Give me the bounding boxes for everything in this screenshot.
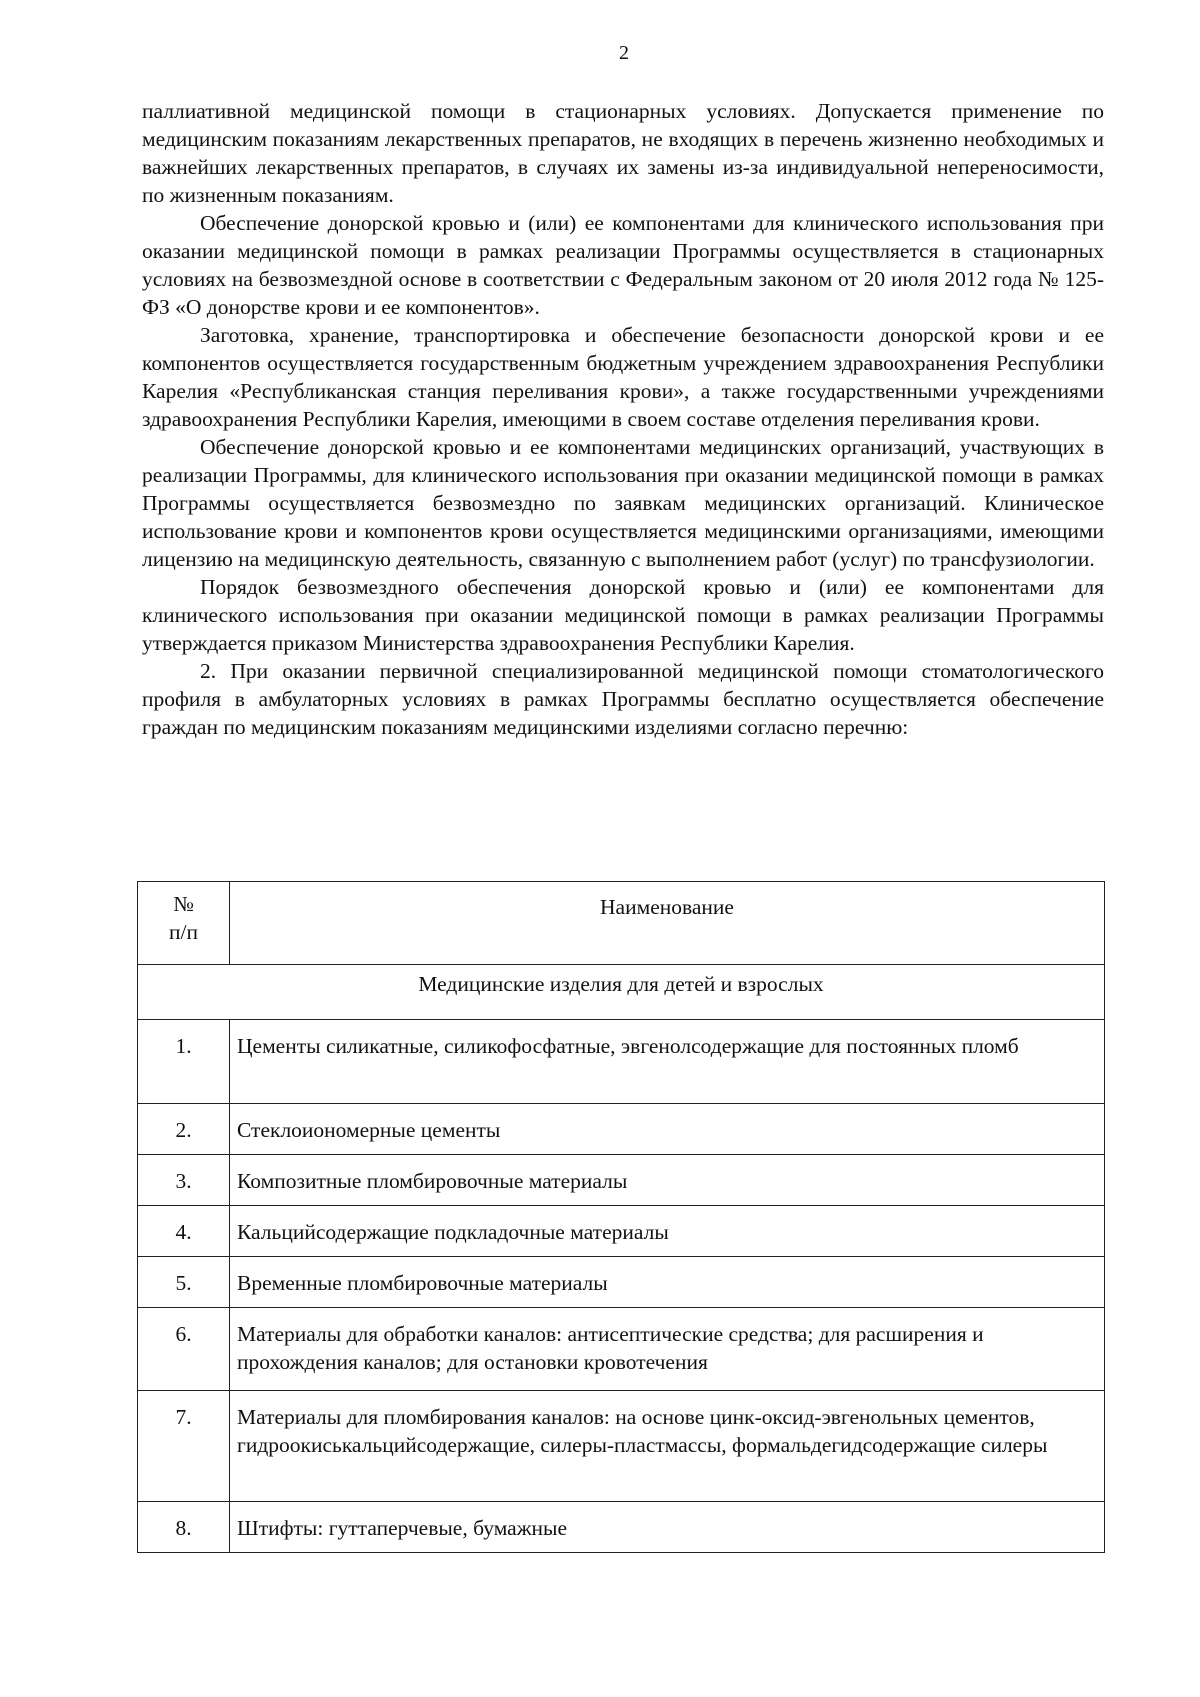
medical-devices-table <box>137 881 1105 1553</box>
paragraph-procedure: Порядок безвозмездного обеспечения донорской кровью и (или) ее компонентами для клинического использования при оказании медицинской помощи в рамках реализации Программы утверждается приказом Министерства здравоохранения Республики Карелия. <box>142 575 1104 655</box>
table-row <box>138 1155 1105 1206</box>
row-name: Материалы для обработки каналов: антисептические средства; для расширения и прохождения каналов; для остановки кровотечения <box>230 1308 1105 1391</box>
table-row <box>138 1020 1105 1104</box>
row-name: Временные пломбировочные материалы <box>230 1257 1105 1308</box>
row-name: Стеклоиономерные цементы <box>230 1104 1105 1155</box>
table-row <box>138 1502 1105 1553</box>
row-number: 5. <box>138 1257 230 1308</box>
table-row <box>138 1104 1105 1155</box>
table-row <box>138 1391 1105 1502</box>
header-name: Наименование <box>230 882 1105 965</box>
row-number: 7. <box>138 1391 230 1502</box>
row-name: Цементы силикатные, силикофосфатные, эвгенолсодержащие для постоянных пломб <box>230 1020 1105 1104</box>
body-text <box>142 97 1104 741</box>
row-number: 8. <box>138 1502 230 1553</box>
section-title: Медицинские изделия для детей и взрослых <box>138 965 1105 1020</box>
paragraph-blood-supply: Обеспечение донорской кровью и (или) ее компонентами для клинического использования при оказании медицинской помощи в рамках реализации Программы осуществляется в стационарных условиях на безвозмездной основе в соответствии с Федеральным законом от 20 июля 2012 года № 125-ФЗ «О донорстве крови и ее компонентов». <box>142 211 1104 319</box>
row-number: 6. <box>138 1308 230 1391</box>
header-number-text: № п/п <box>169 892 198 944</box>
table-header-row <box>138 882 1105 965</box>
row-number: 2. <box>138 1104 230 1155</box>
row-number: 1. <box>138 1020 230 1104</box>
row-number: 3. <box>138 1155 230 1206</box>
row-name: Штифты: гуттаперчевые, бумажные <box>230 1502 1105 1553</box>
header-number <box>138 882 230 965</box>
row-name: Материалы для пломбирования каналов: на основе цинк-оксид-эвгенольных цементов, гидроокиськальцийсодержащие, силеры-пластмассы, формальдегидсодержащие силеры <box>230 1391 1105 1502</box>
table-row <box>138 1206 1105 1257</box>
row-number: 4. <box>138 1206 230 1257</box>
table-section-row <box>138 965 1105 1020</box>
table-row <box>138 1257 1105 1308</box>
paragraph-blood-procurement: Заготовка, хранение, транспортировка и обеспечение безопасности донорской крови и ее компонентов осуществляется государственным бюджетным учреждением здравоохранения Республики Карелия «Республиканская станция переливания крови», а также государственными учреждениями здравоохранения Республики Карелия, имеющими в своем составе отделения переливания крови. <box>142 323 1104 431</box>
table-row <box>138 1308 1105 1391</box>
row-name: Композитные пломбировочные материалы <box>230 1155 1105 1206</box>
row-name: Кальцийсодержащие подкладочные материалы <box>230 1206 1105 1257</box>
paragraph-continuation: паллиативной медицинской помощи в стационарных условиях. Допускается применение по медицинским показаниям лекарственных препаратов, не входящих в перечень жизненно необходимых и важнейших лекарственных препаратов, в случаях их замены из-за индивидуальной непереносимости, по жизненным показаниям. <box>142 99 1104 207</box>
page-number: 2 <box>619 42 629 64</box>
paragraph-blood-provision: Обеспечение донорской кровью и ее компонентами медицинских организаций, участвующих в реализации Программы, для клинического использования при оказании медицинской помощи в рамках Программы осуществляется безвозмездно по заявкам медицинских организаций. Клиническое использование крови и компонентов крови осуществляется медицинскими организациями, имеющими лицензию на медицинскую деятельность, связанную с выполнением работ (услуг) по трансфузиологии. <box>142 435 1104 571</box>
paragraph-item-2: 2. При оказании первичной специализированной медицинской помощи стоматологического профиля в амбулаторных условиях в рамках Программы бесплатно осуществляется обеспечение граждан по медицинским показаниям медицинскими изделиями согласно перечню: <box>142 659 1104 739</box>
